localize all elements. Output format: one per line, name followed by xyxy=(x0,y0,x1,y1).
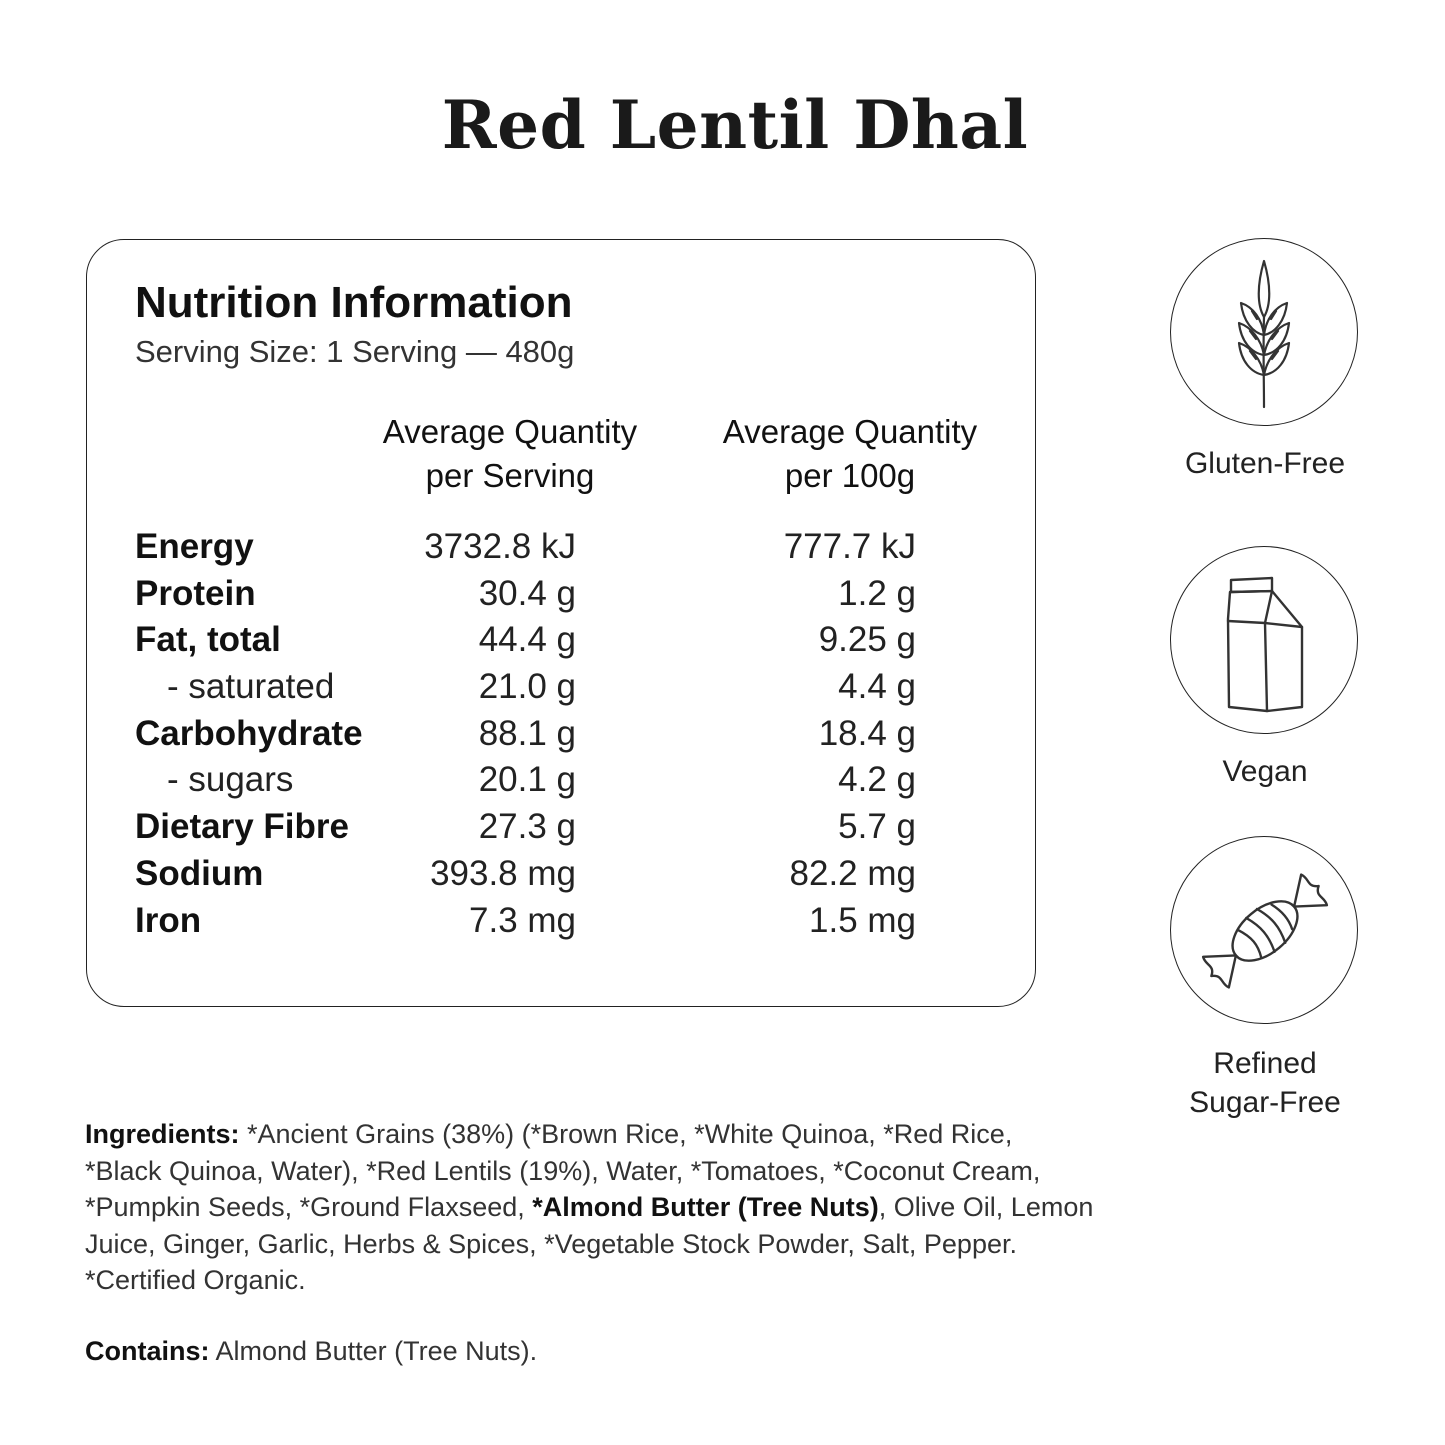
badge-label xyxy=(1130,1044,1400,1122)
per-100g-value: 82.2 mg xyxy=(789,853,916,893)
badge-label: Vegan xyxy=(1222,755,1308,788)
column-header-line: per 100g xyxy=(784,457,916,494)
nutrition-table xyxy=(135,524,1015,944)
per-100g-value: 777.7 kJ xyxy=(783,527,916,566)
table-row xyxy=(135,711,1015,758)
per-100g-value: 18.4 g xyxy=(818,713,916,753)
per-serving-value: 44.4 g xyxy=(478,620,576,660)
per-serving-value: 7.3 mg xyxy=(469,900,576,940)
contains-label: Contains: xyxy=(85,1336,210,1366)
badge-label: Gluten-Free xyxy=(1184,447,1346,480)
milk-carton-icon xyxy=(1171,547,1359,735)
nutrient-label: Carbohydrate xyxy=(135,713,363,753)
wheat-icon xyxy=(1171,239,1359,427)
nutrient-label: Dietary Fibre xyxy=(135,807,349,847)
per-100g-value: 5.7 g xyxy=(838,807,916,847)
badge-circle xyxy=(1170,546,1358,734)
product-title: Red Lentil Dhal xyxy=(441,86,1029,164)
ingredients-text xyxy=(85,1116,1095,1299)
table-row xyxy=(135,664,1015,711)
nutrient-label: Iron xyxy=(135,900,202,940)
ingredients-label: Ingredients: xyxy=(85,1119,240,1149)
column-header-line: per Serving xyxy=(425,457,595,494)
nutrition-heading: Nutrition Information xyxy=(135,278,573,327)
nutrient-sub-label: - sugars xyxy=(167,760,294,800)
badge-circle xyxy=(1170,238,1358,426)
contains-text xyxy=(85,1333,1095,1370)
per-serving-value: 88.1 g xyxy=(478,713,576,753)
column-header-per-serving xyxy=(355,410,665,498)
per-100g-value: 4.2 g xyxy=(838,760,916,800)
allergen-highlight: *Almond Butter (Tree Nuts) xyxy=(532,1192,879,1222)
table-row xyxy=(135,524,1015,571)
nutrient-label: Sodium xyxy=(135,853,264,893)
ingredients-list-continued: , Olive Oil, Lemon Juice, Ginger, Garlic, Herbs & Spices, *Vegetable Stock Powder, Salt, Pepper. *Certified Organic. xyxy=(85,1192,1094,1295)
per-serving-value: 3732.8 kJ xyxy=(424,527,576,566)
per-100g-value: 9.25 g xyxy=(818,620,916,660)
column-header-line: Average Quantity xyxy=(382,413,638,450)
table-row xyxy=(135,571,1015,618)
badge-circle xyxy=(1170,836,1358,1024)
ingredients-list: *Ancient Grains (38%) (*Brown Rice, *White Quinoa, *Red Rice, *Black Quinoa, Water), *Red Lentils (19%), Water, *Tomatoes, *Coconut Cream, *Pumpkin Seeds, *Ground Flaxseed, xyxy=(85,1119,1041,1222)
per-serving-value: 27.3 g xyxy=(478,807,576,847)
per-100g-value: 1.5 mg xyxy=(809,900,916,940)
per-serving-value: 393.8 mg xyxy=(430,853,576,893)
table-row xyxy=(135,757,1015,804)
badge-gluten-free xyxy=(1170,238,1360,480)
nutrition-panel xyxy=(86,239,1036,1007)
table-row xyxy=(135,617,1015,664)
column-header-per-100g xyxy=(695,410,1005,498)
nutrient-label: Fat, total xyxy=(135,620,281,660)
per-serving-value: 21.0 g xyxy=(478,667,576,707)
per-serving-value: 20.1 g xyxy=(478,760,576,800)
per-serving-value: 30.4 g xyxy=(478,573,576,613)
candy-icon xyxy=(1171,837,1359,1025)
serving-size: Serving Size: 1 Serving — 480g xyxy=(135,334,575,369)
badge-refined-sugar-free xyxy=(1170,836,1360,1119)
table-row xyxy=(135,851,1015,898)
column-header-line: Average Quantity xyxy=(722,413,978,450)
badge-label-line: Refined xyxy=(1213,1047,1317,1080)
per-100g-value: 4.4 g xyxy=(838,667,916,707)
per-100g-value: 1.2 g xyxy=(838,573,916,613)
nutrient-sub-label: - saturated xyxy=(167,667,335,707)
table-row xyxy=(135,898,1015,945)
nutrient-label: Energy xyxy=(135,527,254,566)
table-row xyxy=(135,804,1015,851)
nutrient-label: Protein xyxy=(135,573,256,613)
badge-vegan xyxy=(1170,546,1360,788)
contains-value: Almond Butter (Tree Nuts). xyxy=(209,1336,538,1366)
badge-label-line: Sugar-Free xyxy=(1189,1086,1341,1119)
